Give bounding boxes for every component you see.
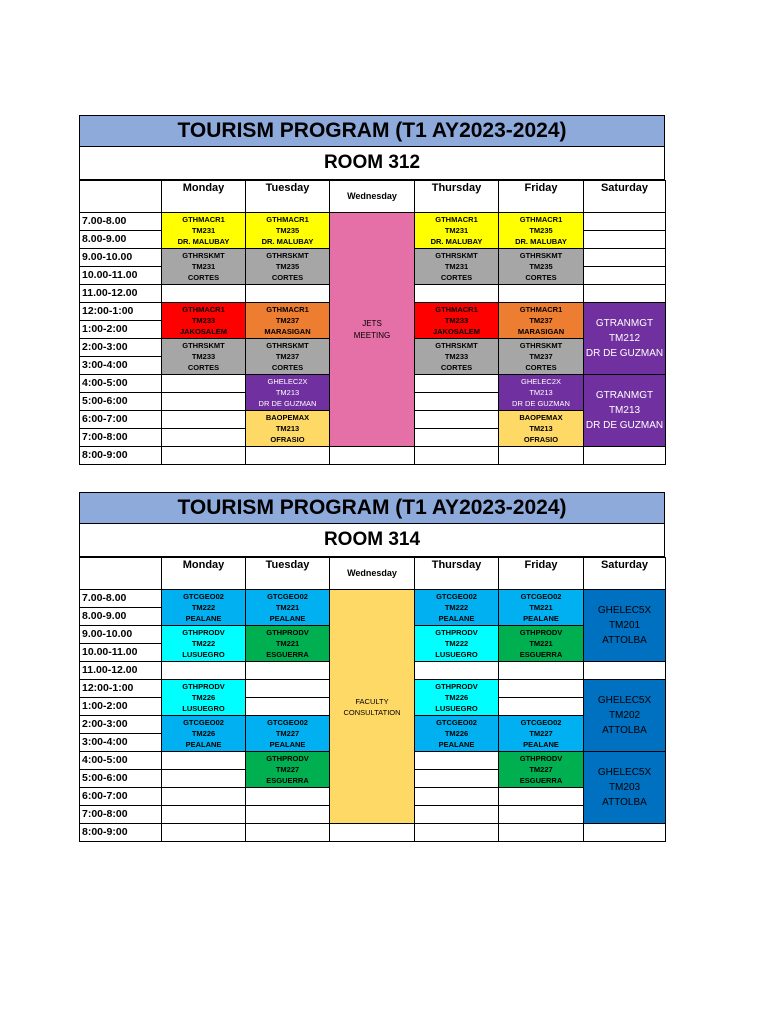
class-cell: GTHRSKMT TM237 CORTES	[246, 339, 330, 375]
class-cell: GTRANMGT TM213 DR DE GUZMAN	[584, 375, 666, 447]
class-cell: GTHPRODV TM226 LUSUEGRO	[415, 680, 499, 716]
empty-cell	[415, 285, 499, 303]
time-slot: 7:00-8:00	[80, 806, 162, 824]
room-title: ROOM 314	[79, 524, 665, 557]
class-cell: GTCGEO02 TM227 PEALANE	[246, 716, 330, 752]
empty-cell	[584, 267, 666, 285]
header-thursday: Thursday	[415, 181, 499, 213]
wednesday-block: JETS MEETING	[330, 213, 415, 447]
empty-cell	[162, 770, 246, 788]
empty-cell	[415, 806, 499, 824]
empty-cell	[246, 806, 330, 824]
time-slot: 5:00-6:00	[80, 770, 162, 788]
class-cell: GTRANMGT TM212 DR DE GUZMAN	[584, 303, 666, 375]
empty-cell	[584, 447, 666, 465]
empty-cell	[415, 375, 499, 393]
empty-cell	[246, 788, 330, 806]
empty-cell	[246, 285, 330, 303]
class-cell: GTHPRODV TM222 LUSUEGRO	[162, 626, 246, 662]
schedule-room-314	[79, 492, 665, 842]
time-slot: 4:00-5:00	[80, 752, 162, 770]
header-friday: Friday	[499, 181, 584, 213]
time-slot: 9.00-10.00	[80, 626, 162, 644]
empty-cell	[584, 285, 666, 303]
time-slot: 12:00-1:00	[80, 680, 162, 698]
class-cell: GTHRSKMT TM231 CORTES	[415, 249, 499, 285]
time-slot: 8:00-9:00	[80, 447, 162, 465]
class-cell: GTHPRODV TM226 LUSUEGRO	[162, 680, 246, 716]
empty-cell	[415, 429, 499, 447]
schedule-table	[79, 180, 666, 465]
class-cell: GTHRSKMT TM233 CORTES	[162, 339, 246, 375]
empty-cell	[499, 806, 584, 824]
time-slot: 8:00-9:00	[80, 824, 162, 842]
class-cell: BAOPEMAX TM213 OFRASIO	[246, 411, 330, 447]
time-slot: 1:00-2:00	[80, 698, 162, 716]
class-cell: GTHPRODV TM222 LUSUEGRO	[415, 626, 499, 662]
empty-cell	[415, 824, 499, 842]
class-cell: GTCGEO02 TM221 PEALANE	[499, 590, 584, 626]
empty-cell	[415, 752, 499, 770]
empty-cell	[162, 375, 246, 393]
empty-cell	[499, 680, 584, 698]
class-cell: GHELEC5X TM201 ATTOLBA	[584, 590, 666, 662]
empty-cell	[162, 411, 246, 429]
empty-cell	[162, 662, 246, 680]
corner-cell	[80, 181, 162, 213]
empty-cell	[499, 662, 584, 680]
time-slot: 7.00-8.00	[80, 590, 162, 608]
class-cell: GTHMACR1 TM233 JAKOSALEM	[162, 303, 246, 339]
room-title: ROOM 312	[79, 147, 665, 180]
empty-cell	[162, 752, 246, 770]
class-cell: GTHMACR1 TM237 MARASIGAN	[246, 303, 330, 339]
class-cell: GTHPRODV TM227 ESGUERRA	[499, 752, 584, 788]
header-monday: Monday	[162, 558, 246, 590]
time-slot: 5:00-6:00	[80, 393, 162, 411]
class-cell: GTHMACR1 TM235 DR. MALUBAY	[499, 213, 584, 249]
class-cell: GTHPRODV TM221 ESGUERRA	[499, 626, 584, 662]
schedule-table	[79, 557, 666, 842]
empty-cell	[584, 824, 666, 842]
empty-cell	[584, 662, 666, 680]
time-slot: 6:00-7:00	[80, 788, 162, 806]
class-cell: BAOPEMAX TM213 OFRASIO	[499, 411, 584, 447]
class-cell: GTHRSKMT TM231 CORTES	[162, 249, 246, 285]
empty-cell	[162, 447, 246, 465]
time-slot: 11.00-12.00	[80, 662, 162, 680]
empty-cell	[246, 824, 330, 842]
header-saturday: Saturday	[584, 181, 666, 213]
empty-cell	[246, 662, 330, 680]
time-slot: 10.00-11.00	[80, 644, 162, 662]
empty-cell	[415, 770, 499, 788]
empty-cell	[246, 447, 330, 465]
header-wednesday: Wednesday	[330, 181, 415, 213]
class-cell: GTCGEO02 TM221 PEALANE	[246, 590, 330, 626]
class-cell: GTHRSKMT TM237 CORTES	[499, 339, 584, 375]
class-cell: GHELEC5X TM202 ATTOLBA	[584, 680, 666, 752]
empty-cell	[499, 447, 584, 465]
header-tuesday: Tuesday	[246, 558, 330, 590]
header-monday: Monday	[162, 181, 246, 213]
class-cell: GTCGEO02 TM227 PEALANE	[499, 716, 584, 752]
class-cell: GHELEC2X TM213 DR DE GUZMAN	[499, 375, 584, 411]
empty-cell	[162, 788, 246, 806]
class-cell: GTHMACR1 TM231 DR. MALUBAY	[415, 213, 499, 249]
header-saturday: Saturday	[584, 558, 666, 590]
empty-cell	[584, 231, 666, 249]
time-slot: 4:00-5:00	[80, 375, 162, 393]
empty-cell	[162, 806, 246, 824]
empty-cell	[162, 824, 246, 842]
class-cell: GTHRSKMT TM235 CORTES	[499, 249, 584, 285]
header-thursday: Thursday	[415, 558, 499, 590]
class-cell: GTHMACR1 TM231 DR. MALUBAY	[162, 213, 246, 249]
time-slot: 11.00-12.00	[80, 285, 162, 303]
empty-cell	[584, 249, 666, 267]
class-cell: GHELEC5X TM203 ATTOLBA	[584, 752, 666, 824]
class-cell: GTCGEO02 TM226 PEALANE	[162, 716, 246, 752]
empty-cell	[162, 429, 246, 447]
class-cell: GTCGEO02 TM222 PEALANE	[415, 590, 499, 626]
time-slot: 9.00-10.00	[80, 249, 162, 267]
empty-cell	[584, 213, 666, 231]
time-slot: 8.00-9.00	[80, 608, 162, 626]
time-slot: 12:00-1:00	[80, 303, 162, 321]
header-tuesday: Tuesday	[246, 181, 330, 213]
wednesday-block: FACULTY CONSULTATION	[330, 590, 415, 824]
header-friday: Friday	[499, 558, 584, 590]
class-cell: GTCGEO02 TM222 PEALANE	[162, 590, 246, 626]
time-slot: 3:00-4:00	[80, 357, 162, 375]
time-slot: 3:00-4:00	[80, 734, 162, 752]
empty-cell	[330, 824, 415, 842]
class-cell: GTHRSKMT TM233 CORTES	[415, 339, 499, 375]
empty-cell	[499, 285, 584, 303]
corner-cell	[80, 558, 162, 590]
class-cell: GTHMACR1 TM235 DR. MALUBAY	[246, 213, 330, 249]
empty-cell	[415, 447, 499, 465]
time-slot: 6:00-7:00	[80, 411, 162, 429]
class-cell: GTHPRODV TM221 ESGUERRA	[246, 626, 330, 662]
time-slot: 2:00-3:00	[80, 339, 162, 357]
class-cell: GTHRSKMT TM235 CORTES	[246, 249, 330, 285]
empty-cell	[415, 411, 499, 429]
time-slot: 1:00-2:00	[80, 321, 162, 339]
empty-cell	[415, 662, 499, 680]
time-slot: 10.00-11.00	[80, 267, 162, 285]
empty-cell	[162, 393, 246, 411]
empty-cell	[499, 788, 584, 806]
program-title: TOURISM PROGRAM (T1 AY2023-2024)	[79, 492, 665, 524]
empty-cell	[246, 698, 330, 716]
class-cell: GTHMACR1 TM237 MARASIGAN	[499, 303, 584, 339]
program-title: TOURISM PROGRAM (T1 AY2023-2024)	[79, 115, 665, 147]
empty-cell	[415, 788, 499, 806]
time-slot: 2:00-3:00	[80, 716, 162, 734]
header-wednesday: Wednesday	[330, 558, 415, 590]
schedule-room-312	[79, 115, 665, 465]
class-cell: GTCGEO02 TM226 PEALANE	[415, 716, 499, 752]
class-cell: GTHPRODV TM227 ESGUERRA	[246, 752, 330, 788]
class-cell: GTHMACR1 TM233 JAKOSALEM	[415, 303, 499, 339]
empty-cell	[246, 680, 330, 698]
time-slot: 8.00-9.00	[80, 231, 162, 249]
empty-cell	[499, 824, 584, 842]
empty-cell	[415, 393, 499, 411]
class-cell: GHELEC2X TM213 DR DE GUZMAN	[246, 375, 330, 411]
empty-cell	[330, 447, 415, 465]
empty-cell	[162, 285, 246, 303]
empty-cell	[499, 698, 584, 716]
time-slot: 7.00-8.00	[80, 213, 162, 231]
time-slot: 7:00-8:00	[80, 429, 162, 447]
